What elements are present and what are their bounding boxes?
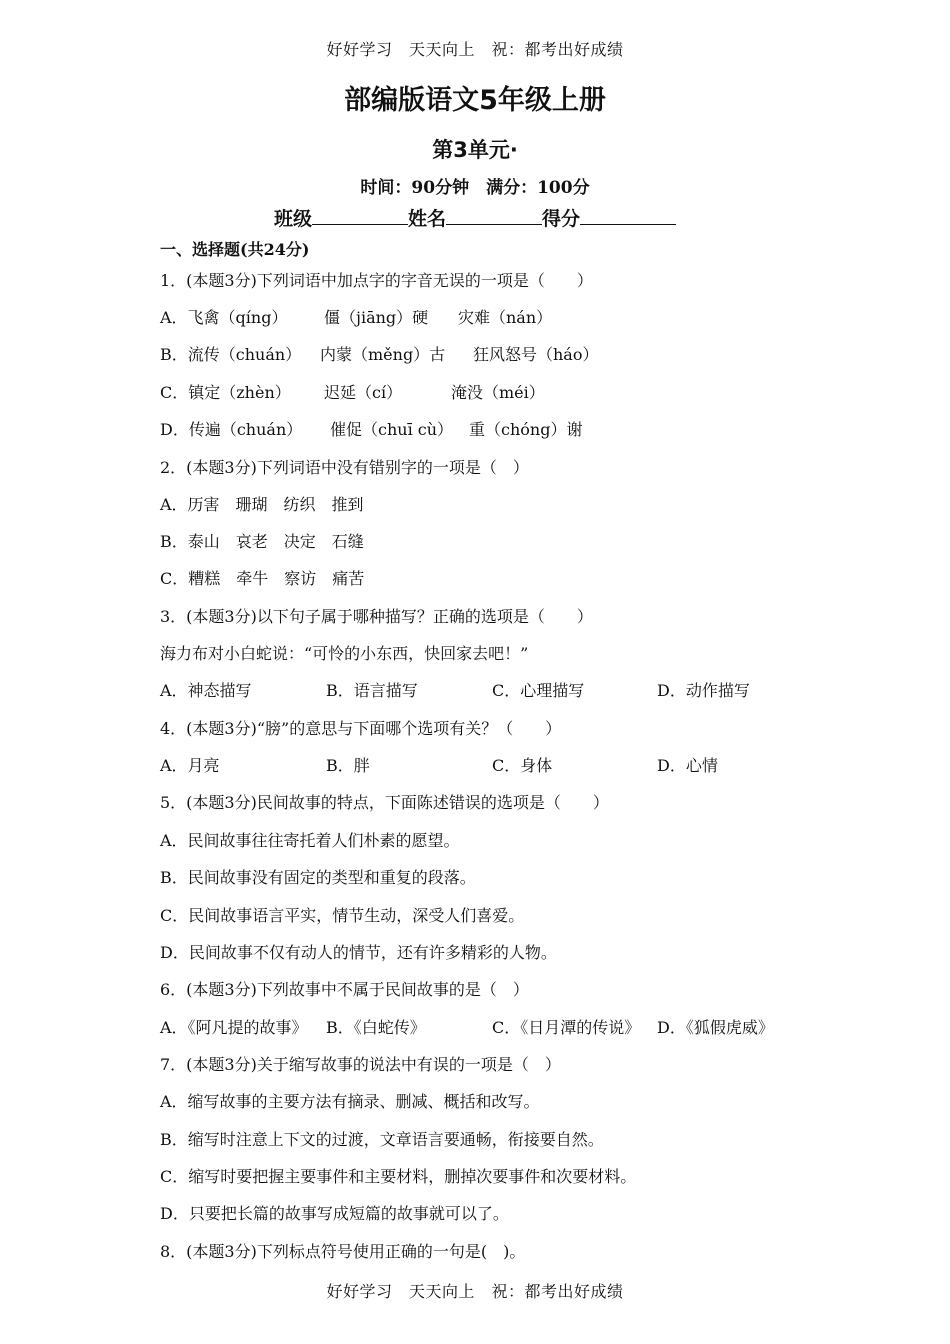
q4-stem: 4．(本题3分)“膀”的意思与下面哪个选项有关？（ ） — [160, 719, 562, 738]
page-header: 好好学习 天天向上 祝：都考出好成绩 — [326, 40, 624, 59]
q1-a-1: A．飞禽（qíng） — [160, 308, 288, 327]
q1-a-2: 僵（jiāng）硬 — [324, 308, 429, 327]
q1-b-2: 内蒙（měng）古 — [320, 345, 446, 364]
q5-stem: 5．(本题3分)民间故事的特点，下面陈述错误的选项是（ ） — [160, 793, 609, 812]
q6-option-a: A．《阿凡提的故事》 — [160, 1018, 308, 1037]
q4-option-d: D．心情 — [657, 756, 718, 775]
q1-b-3: 狂风怒号（háo） — [473, 345, 599, 364]
q7-option-d: D．只要把长篇的故事写成短篇的故事就可以了。 — [160, 1204, 509, 1223]
q6-option-c: C．《日月潭的传说》 — [492, 1018, 641, 1037]
q7-option-b: B．缩写时注意上下文的过渡，文章语言要通畅，衔接要自然。 — [160, 1130, 604, 1149]
q2-option-b: B．泰山 哀老 决定 石缝 — [160, 532, 364, 551]
name-label: 姓名 — [407, 208, 446, 230]
time-score-line: 时间：90分钟 满分：100分 — [360, 178, 590, 198]
document-title: 部编版语文5年级上册 — [344, 85, 606, 116]
section-title: 一、选择题(共24分) — [160, 240, 310, 259]
q3-option-b: B．语言描写 — [326, 681, 418, 700]
q1-a-3: 灾难（nán） — [458, 308, 553, 327]
q7-option-c: C．缩写时要把握主要事件和主要材料，删掉次要事件和次要材料。 — [160, 1167, 637, 1186]
q1-c-3: 淹没（méi） — [451, 383, 545, 402]
q4-option-b: B．胖 — [326, 756, 370, 775]
student-info-fields — [0, 204, 950, 231]
score-blank[interactable] — [580, 206, 676, 225]
class-label: 班级 — [273, 208, 312, 230]
q1-stem: 1．(本题3分)下列词语中加点字的字音无误的一项是（ ） — [160, 271, 593, 290]
q5-option-b: B．民间故事没有固定的类型和重复的段落。 — [160, 868, 476, 887]
q6-option-d: D．《狐假虎威》 — [657, 1018, 774, 1037]
q3-option-a: A．神态描写 — [160, 681, 252, 700]
q3-stem: 3．(本题3分)以下句子属于哪种描写？正确的选项是（ ） — [160, 607, 593, 626]
score-label: 得分 — [542, 208, 581, 230]
q3-option-c: C．心理描写 — [492, 681, 585, 700]
q1-d-1: D．传遍（chuán） — [160, 420, 303, 439]
q1-d-3: 重（chóng）谢 — [469, 420, 583, 439]
q6-option-b: B．《白蛇传》 — [326, 1018, 426, 1037]
q5-option-d: D．民间故事不仅有动人的情节，还有许多精彩的人物。 — [160, 943, 557, 962]
q5-option-c: C．民间故事语言平实，情节生动，深受人们喜爱。 — [160, 906, 525, 925]
q1-b-1: B．流传（chuán） — [160, 345, 302, 364]
q1-c-1: C．镇定（zhèn） — [160, 383, 291, 402]
q2-stem: 2．(本题3分)下列词语中没有错别字的一项是（ ） — [160, 458, 529, 477]
q4-option-a: A．月亮 — [160, 756, 220, 775]
q3-quote: 海力布对小白蛇说：“可怜的小东西，快回家去吧！” — [160, 644, 529, 663]
name-blank[interactable] — [446, 206, 542, 225]
q4-option-c: C．身体 — [492, 756, 553, 775]
class-blank[interactable] — [312, 206, 408, 225]
page-footer: 好好学习 天天向上 祝：都考出好成绩 — [326, 1282, 624, 1301]
q7-option-a: A．缩写故事的主要方法有摘录、删减、概括和改写。 — [160, 1092, 540, 1111]
q2-option-c: C．糟糕 牵牛 察访 痛苦 — [160, 569, 365, 588]
q5-option-a: A．民间故事往往寄托着人们朴素的愿望。 — [160, 831, 460, 850]
q2-option-a: A．历害 珊瑚 纺织 推到 — [160, 495, 364, 514]
unit-title: 第3单元· — [432, 138, 518, 162]
q7-stem: 7．(本题3分)关于缩写故事的说法中有误的一项是（ ） — [160, 1055, 561, 1074]
q6-stem: 6．(本题3分)下列故事中不属于民间故事的是（ ） — [160, 980, 529, 999]
q1-c-2: 迟延（cí） — [324, 383, 403, 402]
q8-stem: 8．(本题3分)下列标点符号使用正确的一句是( )。 — [160, 1242, 526, 1261]
q1-d-2: 催促（chuī cù） — [330, 420, 454, 439]
q3-option-d: D．动作描写 — [657, 681, 750, 700]
